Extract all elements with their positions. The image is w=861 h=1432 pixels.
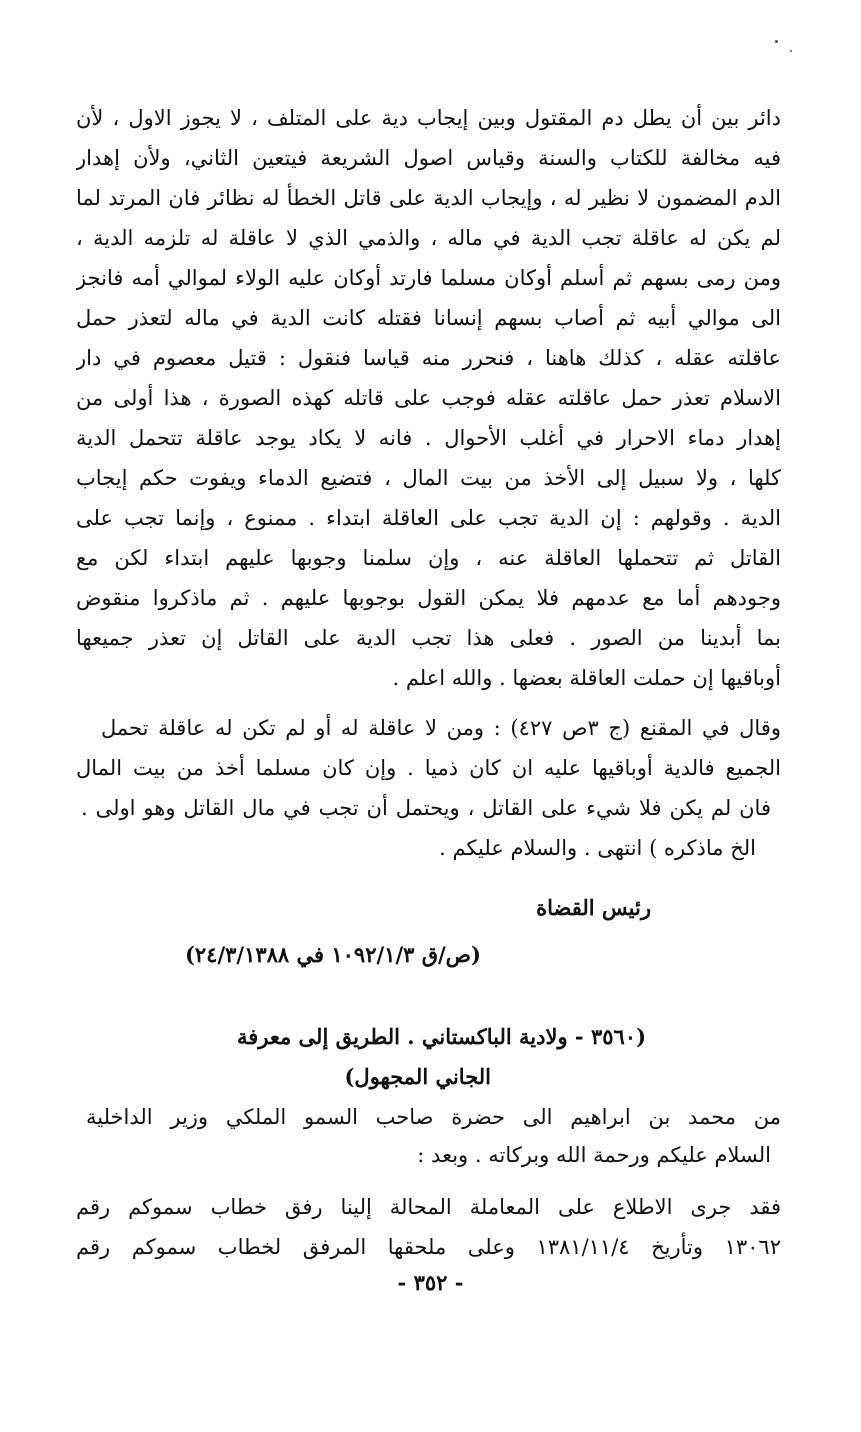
signature-title: رئيس القضاة	[536, 895, 651, 920]
text-line: السلام عليكم ورحمة الله وبركاته . وبعد :	[417, 1143, 771, 1167]
text-line: إهدار دماء الاحرار في أغلب الأحوال . فانه لا يكاد يوجد عاقلة تتحمل الدية	[76, 426, 781, 450]
text-line: ومن رمى بسهم ثم أسلم أوكان مسلما فارتد أوكان عليه الولاء لموالي أمه فانجز	[76, 266, 781, 290]
text-line: وقال في المقنع (ج ٣ص ٤٢٧) : ومن لا عاقلة له أو لم تكن له عاقلة تحمل	[101, 716, 781, 740]
text-line: فيه مخالفة للكتاب والسنة وقياس اصول الشريعة فيتعين الثاني، ولأن إهدار	[76, 146, 781, 170]
text-line: لم يكن له عاقلة تجب الدية في ماله ، والذمي الذي لا عاقلة له تلزمه الدية ،	[76, 226, 781, 250]
text-line: الدم المضمون لا نظير له ، وإيجاب الدية على قاتل الخطأ له نظائر فان المرتد لما	[76, 186, 781, 210]
page-number: - ٣٥٢ -	[397, 1270, 464, 1295]
text-line: فان لم يكن فلا شيء على القاتل ، ويحتمل أن تجب في مال القاتل وهو اولى .	[81, 796, 771, 820]
text-line: ١٣٠٦٢ وتأريخ ١٣٨١/١١/٤ وعلى ملحقها المرفق لخطاب سموكم رقم	[76, 1235, 781, 1259]
text-line: وجودهم أما مع عدمهم فلا يمكن القول بوجوبها عليهم . ثم ماذكروا منقوض	[76, 586, 781, 610]
signature-reference: (ص/ق ١٠٩٢/١/٣ في ٢٤/٣/١٣٨٨)	[184, 942, 481, 967]
scan-speck	[790, 50, 792, 52]
text-line: الى موالي أبيه ثم أصاب بسهم إنسانا فقتله كانت الدية في ماله لتعذر حمل	[76, 306, 781, 330]
text-line: الجميع فالدية أوباقيها عليه ان كان ذميا . وإن كان مسلما أخذ من بيت المال	[76, 756, 781, 780]
text-line: فقد جرى الاطلاع على المعاملة المحالة إلينا رفق خطاب سموكم رقم	[76, 1195, 781, 1219]
text-line: عاقلته عقله ، كذلك هاهنا ، فنحرر منه قياسا فنقول : قتيل معصوم في دار	[76, 346, 781, 370]
text-line: دائر بين أن يطل دم المقتول وبين إيجاب دية على المتلف ، لا يجوز الاول ، لأن	[76, 106, 781, 130]
section-heading: (٣٥٦٠ - ولادية الباكستاني . الطريق إلى معرفة	[236, 1024, 646, 1049]
text-line: من محمد بن ابراهيم الى حضرة صاحب السمو الملكي وزير الداخلية	[86, 1105, 781, 1129]
text-line: كلها ، ولا سبيل إلى الأخذ من بيت المال ، فتضيع الدماء ويفوت حكم إيجاب	[76, 466, 781, 490]
text-line: الاسلام تعذر حمل عاقلته عقله فوجب على قاتله كهذه الصورة ، هذا أولى من	[76, 386, 781, 410]
scan-speck	[775, 40, 778, 43]
section-heading: الجاني المجهول)	[344, 1064, 491, 1089]
text-line: الدية . وقولهم : إن الدية تجب على العاقلة ابتداء . ممنوع ، وإنما تجب على	[76, 506, 781, 530]
text-line: أوباقيها إن حملت العاقلة بعضها . والله اعلم .	[392, 666, 781, 690]
text-line: الخ ماذكره ) انتهى . والسلام عليكم .	[439, 836, 756, 860]
text-line: القاتل ثم تتحملها العاقلة عنه ، وإن سلمنا وجوبها عليهم ابتداء لكن مع	[76, 546, 781, 570]
text-line: بما أبدينا من الصور . فعلى هذا تجب الدية على القاتل إن تعذر جميعها	[76, 626, 781, 650]
